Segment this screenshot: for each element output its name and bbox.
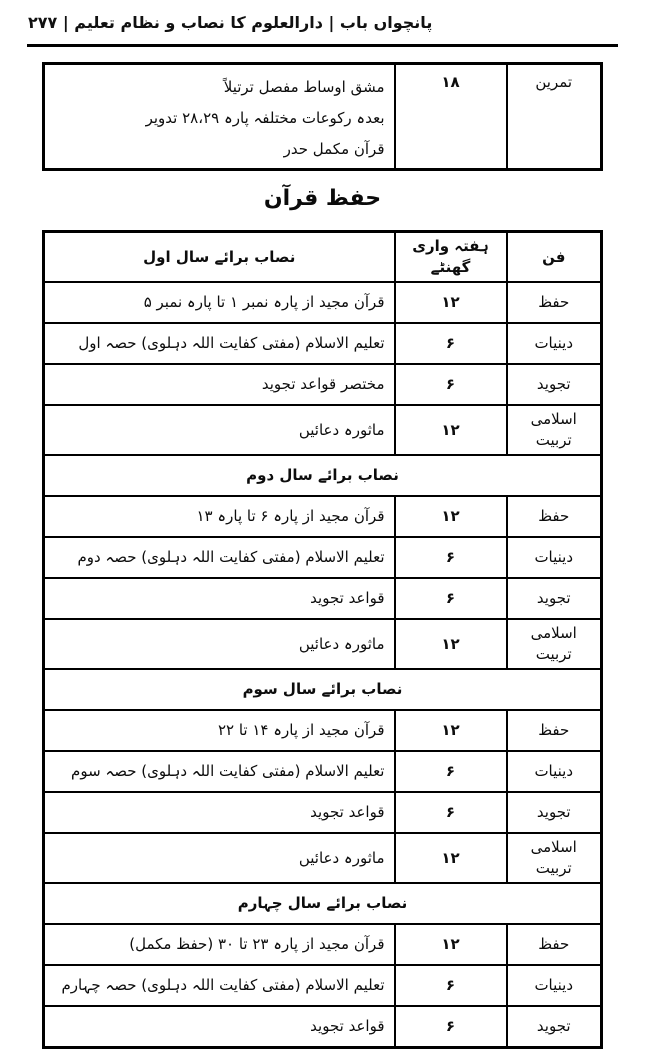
hours-cell: ۶	[395, 1006, 507, 1048]
content-cell: ماثورہ دعائیں	[44, 833, 395, 883]
hours-cell: ۶	[395, 364, 507, 405]
running-header: پانچواں باب | دارالعلوم کا نصاب و نظام تعلیم | ۲۷۷	[28, 13, 433, 32]
table-row	[44, 578, 602, 619]
content-cell: ماثورہ دعائیں	[44, 619, 395, 669]
content-cell: قرآن مجید از پارہ ۲۳ تا ۳۰ (حفظ مکمل)	[44, 924, 395, 965]
table-row	[44, 710, 602, 751]
content-cell: تعلیم الاسلام (مفتی کفایت اللہ دہلوی) حصہ سوم	[44, 751, 395, 792]
subject-cell: اسلامی تربیت	[507, 619, 602, 669]
hours-cell: ۶	[395, 578, 507, 619]
section-title: حفظ قرآن	[263, 186, 382, 211]
table-row	[44, 1006, 602, 1048]
subject-cell: دینیات	[507, 537, 602, 578]
hours-cell: ۱۲	[395, 710, 507, 751]
hours-cell: ۱۲	[395, 282, 507, 323]
subject-cell: تجوید	[507, 578, 602, 619]
content-cell: قواعد تجوید	[44, 792, 395, 833]
header-rule	[27, 44, 618, 47]
curriculum-header-row	[44, 232, 602, 283]
content-cell: تعلیم الاسلام (مفتی کفایت اللہ دہلوی) حصہ دوم	[44, 537, 395, 578]
content-cell: قرآن مجید از پارہ نمبر ۱ تا پارہ نمبر ۵	[44, 282, 395, 323]
subject-cell: دینیات	[507, 965, 602, 1006]
exercise-content-cell	[44, 64, 395, 170]
exercise-hours-cell: ۱۸	[395, 64, 507, 170]
table-row	[44, 323, 602, 364]
hours-cell: ۱۲	[395, 405, 507, 455]
subject-cell: دینیات	[507, 323, 602, 364]
hours-cell: ۱۲	[395, 619, 507, 669]
subject-cell: حفظ	[507, 282, 602, 323]
year-band: نصاب برائے سال چہارم	[44, 883, 602, 924]
exercise-content-line: بعدہ رکوعات مختلفہ پارہ ۲۸،۲۹ تدویر	[145, 109, 385, 127]
hours-cell: ۶	[395, 965, 507, 1006]
content-cell: قرآن مجید از پارہ ۶ تا پارہ ۱۳	[44, 496, 395, 537]
exercise-row	[44, 64, 602, 170]
table-row	[44, 537, 602, 578]
year-band: نصاب برائے سال سوم	[44, 669, 602, 710]
content-cell: قواعد تجوید	[44, 1006, 395, 1048]
table-row	[44, 282, 602, 323]
content-cell: تعلیم الاسلام (مفتی کفایت اللہ دہلوی) حصہ چہارم	[44, 965, 395, 1006]
table-row	[44, 405, 602, 455]
exercise-table	[42, 62, 603, 171]
subject-cell: حفظ	[507, 710, 602, 751]
year-band: نصاب برائے سال دوم	[44, 455, 602, 496]
content-cell: تعلیم الاسلام (مفتی کفایت اللہ دہلوی) حصہ اول	[44, 323, 395, 364]
content-cell: ماثورہ دعائیں	[44, 405, 395, 455]
hours-cell: ۶	[395, 792, 507, 833]
table-row	[44, 965, 602, 1006]
table-row	[44, 751, 602, 792]
hours-cell: ۱۲	[395, 833, 507, 883]
content-cell: قواعد تجوید	[44, 578, 395, 619]
exercise-content-line: مشق اوساط مفصل ترتیلاً	[223, 78, 385, 96]
hours-cell: ۱۲	[395, 924, 507, 965]
column-header-subject: فن	[507, 232, 602, 283]
column-header-hours: ہفتہ واری گھنٹے	[395, 232, 507, 283]
hours-cell: ۶	[395, 323, 507, 364]
subject-cell: تجوید	[507, 364, 602, 405]
year-1-header: نصاب برائے سال اول	[44, 232, 395, 283]
table-row	[44, 792, 602, 833]
table-row	[44, 496, 602, 537]
curriculum-table	[42, 230, 603, 1049]
hours-cell: ۶	[395, 751, 507, 792]
hours-cell: ۶	[395, 537, 507, 578]
table-row	[44, 364, 602, 405]
year-band-row	[44, 455, 602, 496]
table-row	[44, 619, 602, 669]
year-band-row	[44, 883, 602, 924]
year-band-row	[44, 669, 602, 710]
exercise-subject-cell: تمرین	[507, 64, 602, 170]
subject-cell: حفظ	[507, 924, 602, 965]
subject-cell: تجوید	[507, 792, 602, 833]
table-row	[44, 833, 602, 883]
table-row	[44, 924, 602, 965]
subject-cell: دینیات	[507, 751, 602, 792]
subject-cell: اسلامی تربیت	[507, 833, 602, 883]
subject-cell: اسلامی تربیت	[507, 405, 602, 455]
content-cell: مختصر قواعد تجوید	[44, 364, 395, 405]
exercise-content-line: قرآن مکمل حدر	[283, 140, 385, 158]
subject-cell: تجوید	[507, 1006, 602, 1048]
hours-cell: ۱۲	[395, 496, 507, 537]
content-cell: قرآن مجید از پارہ ۱۴ تا ۲۲	[44, 710, 395, 751]
subject-cell: حفظ	[507, 496, 602, 537]
